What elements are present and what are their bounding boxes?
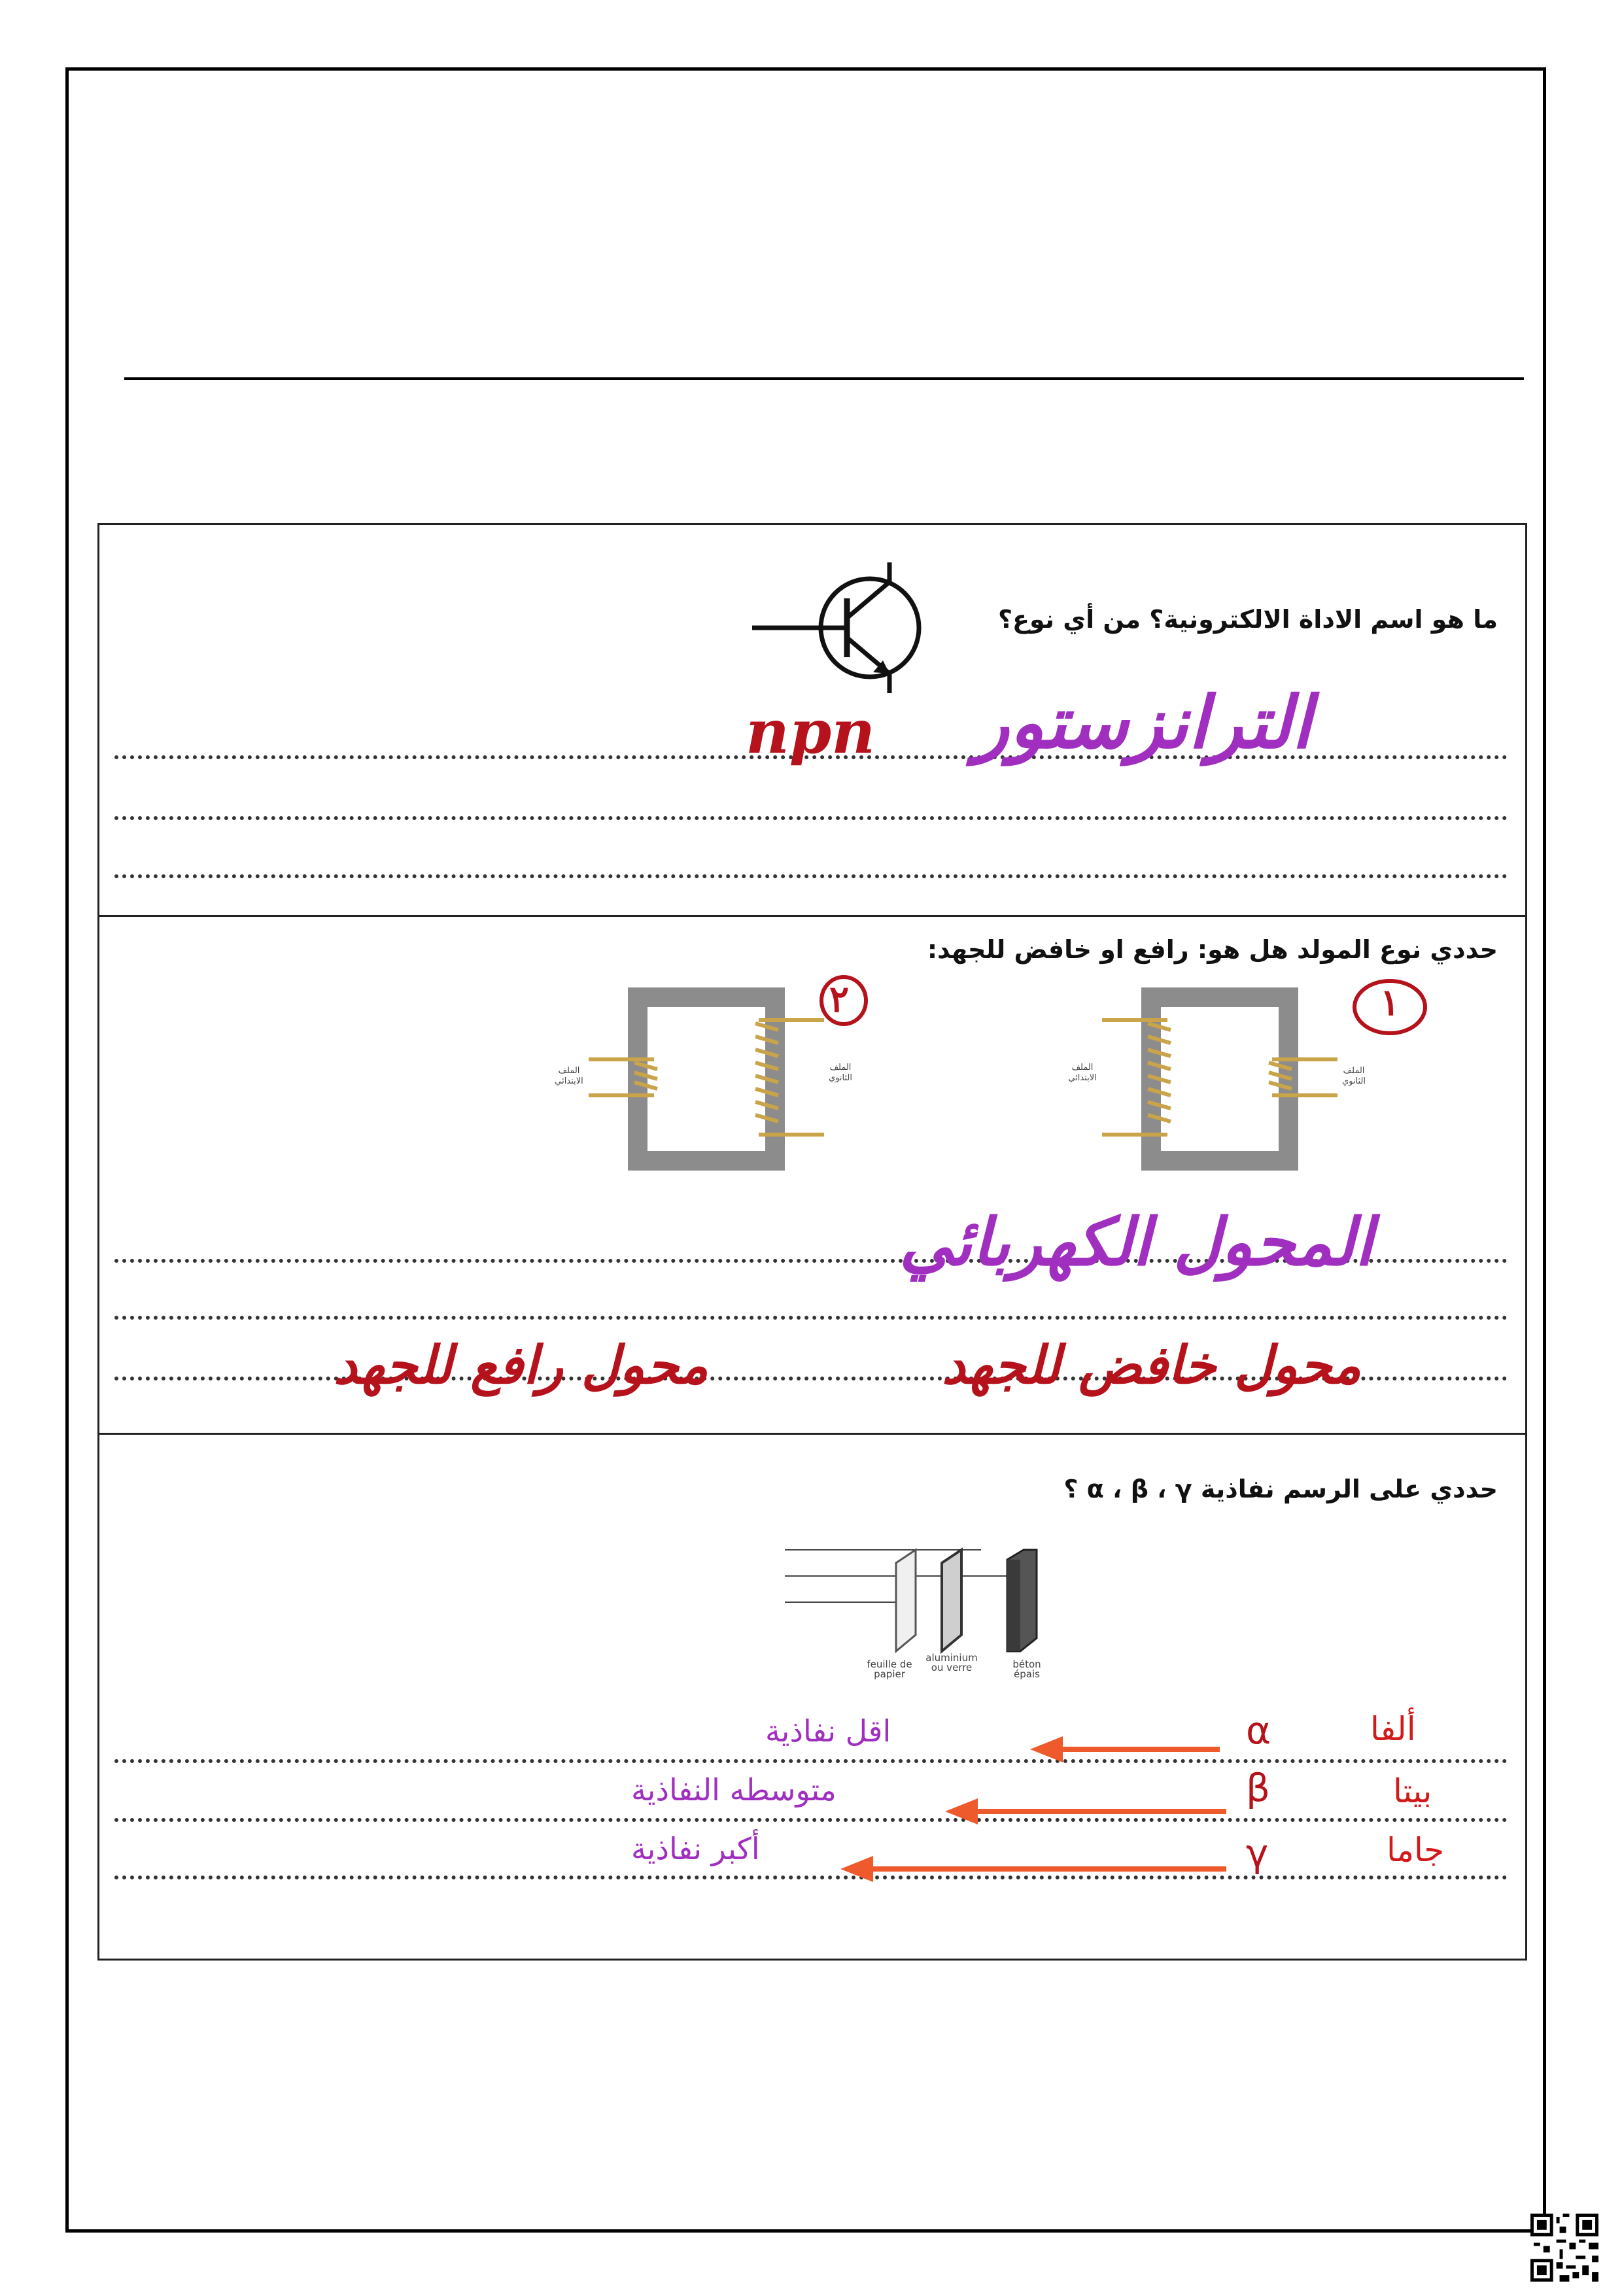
qr-code-icon (1530, 2214, 1598, 2282)
secondary-coil-label: الملف الثانوي (1342, 1066, 1366, 1086)
secondary-coil-label: الملف الثانوي (829, 1063, 852, 1083)
alpha-penetration: اقل نفاذية (765, 1713, 891, 1749)
answer-line (114, 816, 1508, 820)
primary-coil-label: الملف الابتدائي (1068, 1063, 1097, 1083)
transformer-step-down-diagram (1141, 987, 1311, 1171)
answer-transformer-2: محول رافع للجهد (334, 1334, 708, 1396)
gamma-penetration: أكبر نفاذية (631, 1831, 760, 1866)
answer-line (114, 874, 1508, 878)
alpha-symbol: α (1246, 1708, 1271, 1753)
question-3-text: حددي على الرسم نفاذية α ، β ، γ ؟ (1063, 1475, 1498, 1503)
answer-line (114, 1876, 1508, 1879)
answer-transformer-title: المحول الكهربائي (899, 1203, 1373, 1280)
aluminium-label: aluminium ou verre (925, 1652, 978, 1673)
question-box-radiation (97, 1433, 1527, 1961)
gamma-name: جاما (1387, 1831, 1445, 1869)
question-1-text: ما هو اسم الاداة الالكترونية؟ من أي نوع؟ (997, 605, 1498, 634)
answer-transformer-1: محول خافض للجهد (942, 1334, 1362, 1396)
answer-transistor-type: npn (746, 696, 876, 767)
primary-coil-label: الملف الابتدائي (555, 1066, 583, 1086)
arrow-icon (1030, 1736, 1226, 1762)
concrete-label: béton épais (1012, 1658, 1041, 1680)
arrow-icon (840, 1856, 1233, 1882)
answer-line (114, 1759, 1508, 1763)
answer-line (114, 1818, 1508, 1822)
gamma-symbol: γ (1246, 1831, 1269, 1876)
answer-transistor-name: الترانزستور (975, 680, 1312, 764)
number-2: ٢ (829, 978, 850, 1021)
radiation-penetration-diagram (785, 1524, 1073, 1668)
beta-symbol: β (1246, 1766, 1271, 1810)
transistor-symbol-icon (752, 562, 935, 693)
arrow-icon (945, 1798, 1233, 1825)
answer-line (114, 1316, 1508, 1320)
beta-name: بيتا (1393, 1772, 1432, 1810)
header-divider (124, 377, 1524, 380)
beta-penetration: متوسطه النفاذية (631, 1772, 837, 1808)
paper-label: feuille de papier (867, 1658, 912, 1680)
number-1: ١ (1380, 981, 1400, 1024)
alpha-name: ألفا (1370, 1710, 1416, 1748)
question-2-text: حددي نوع المولد هل هو: رافع او خافض للجهد: (927, 935, 1498, 964)
transformer-step-up-diagram (628, 987, 798, 1171)
